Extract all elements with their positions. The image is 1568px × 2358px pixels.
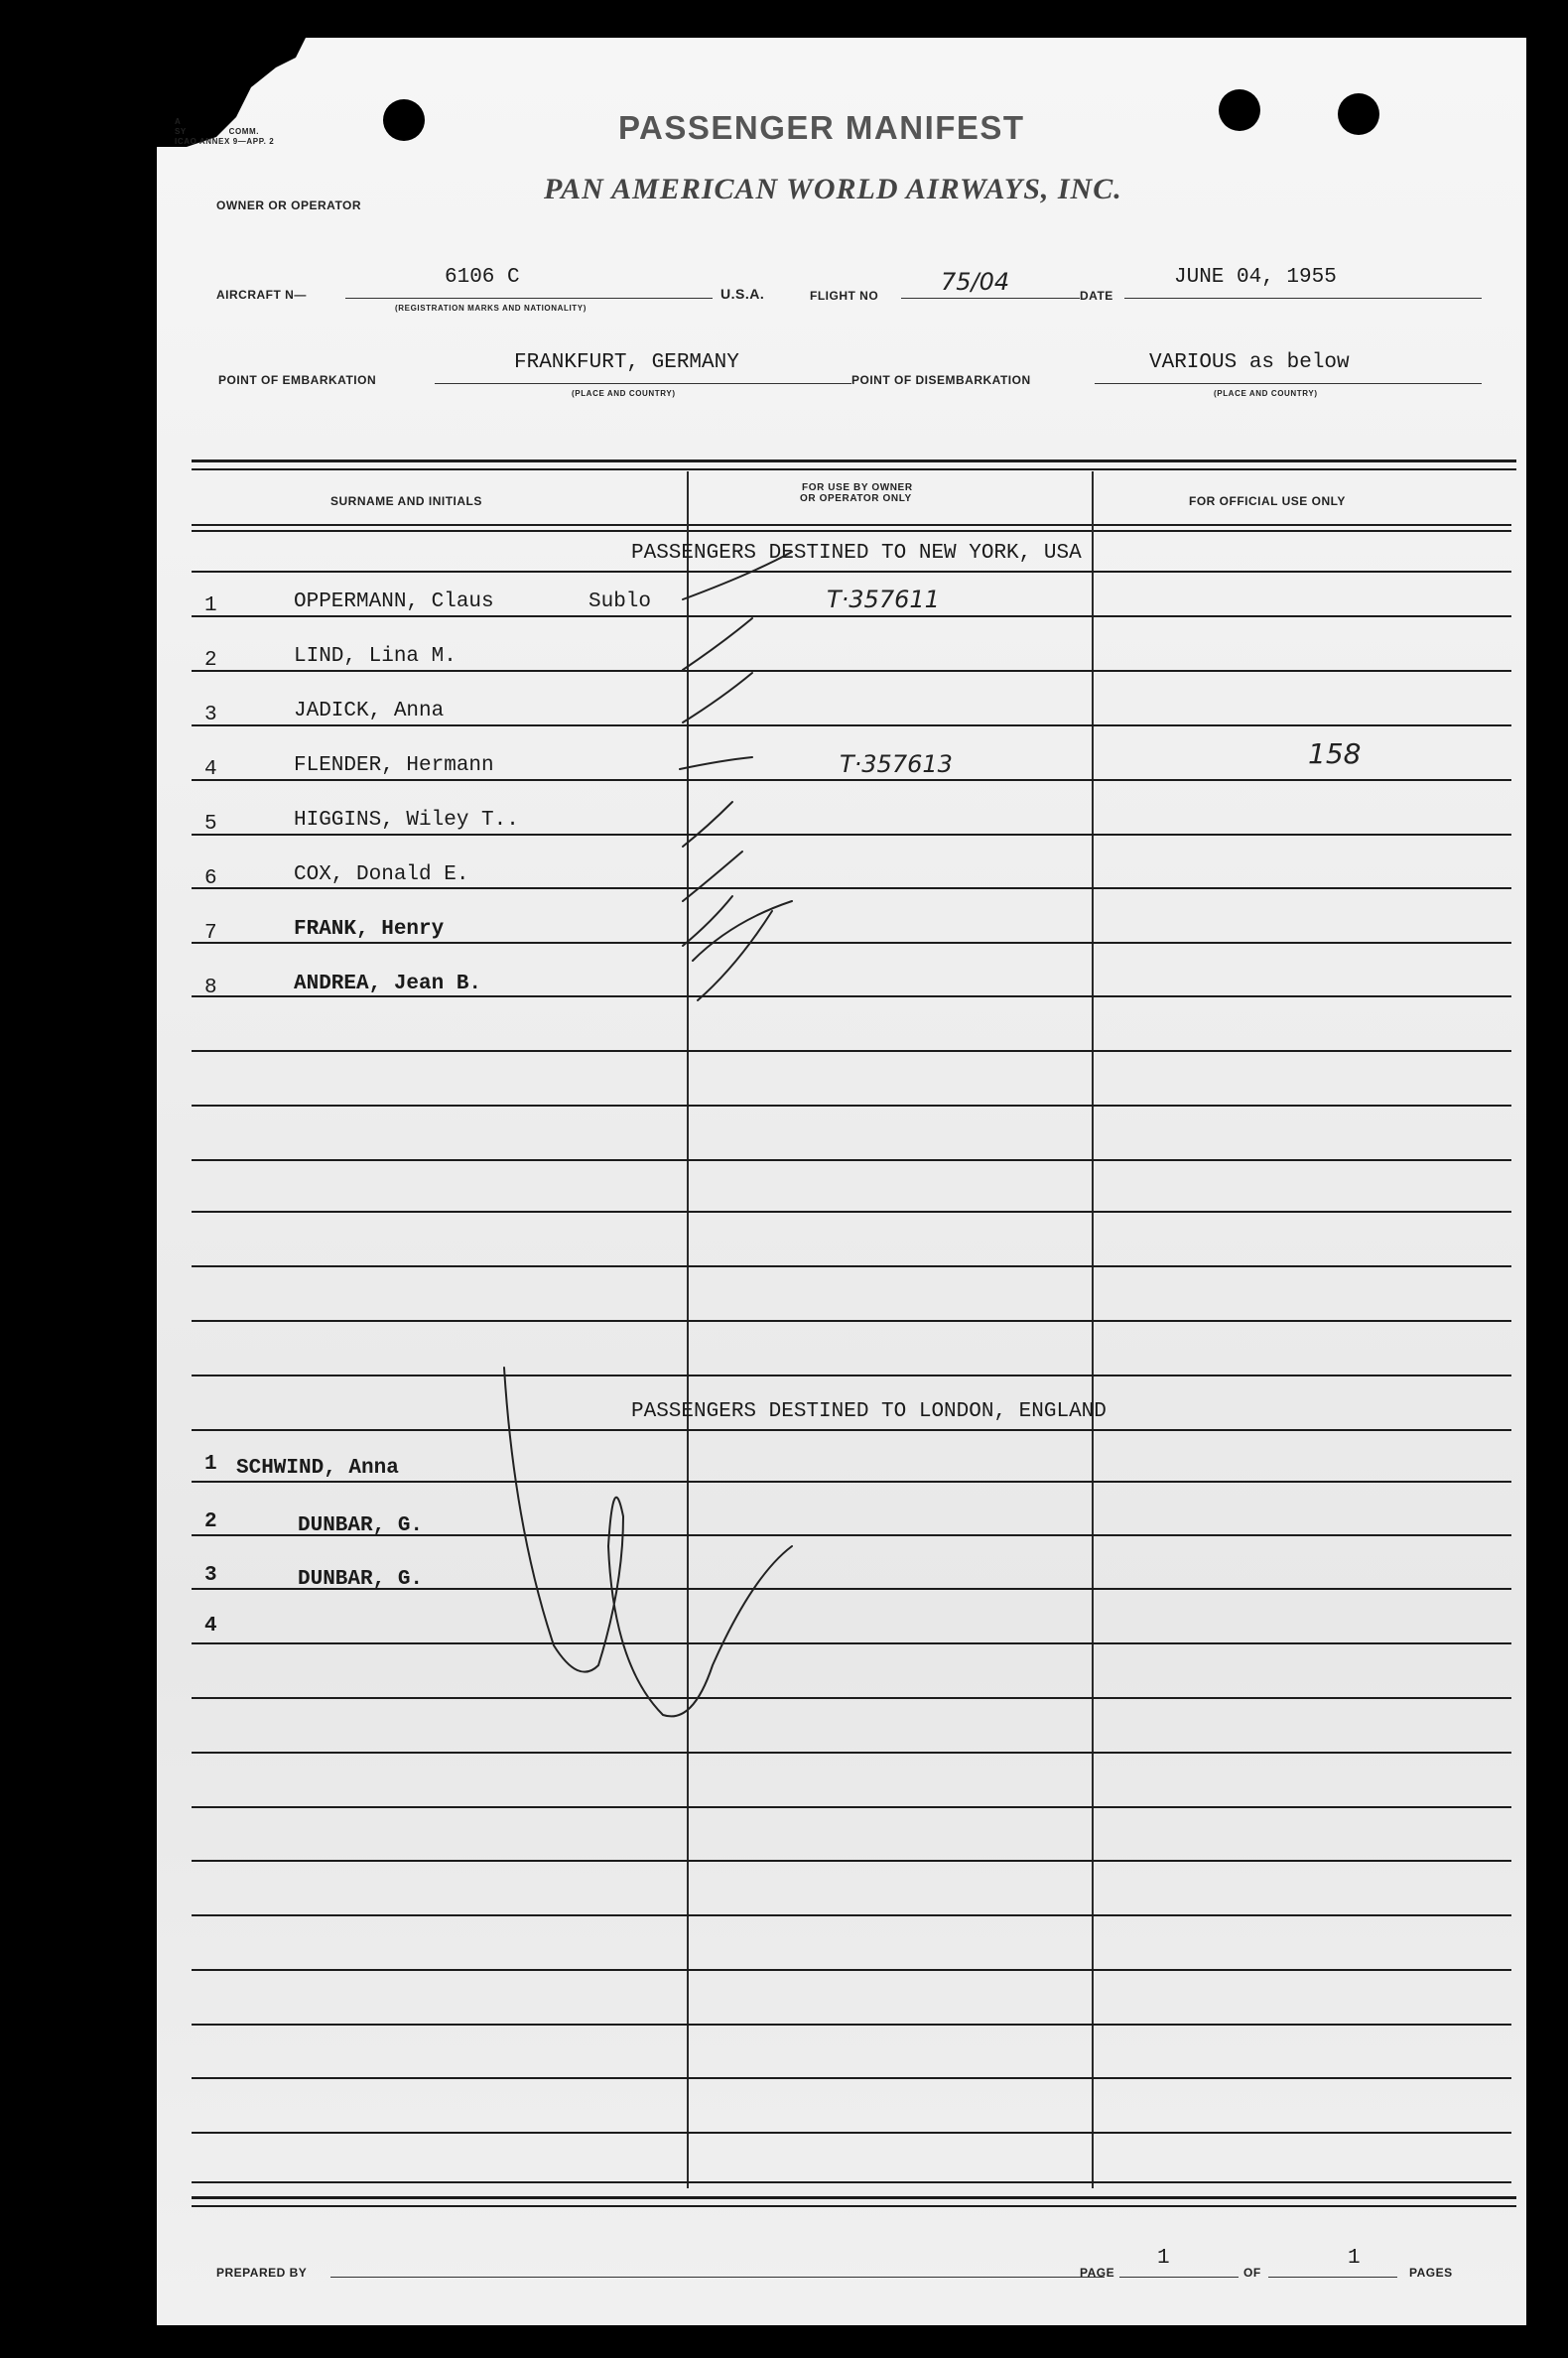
manifest-sheet: [157, 38, 1526, 2325]
passenger-number: 4: [204, 758, 217, 781]
form-ref-line-3: COMM.: [228, 127, 260, 136]
passenger-number: 5: [204, 813, 217, 836]
airline-name: PAN AMERICAN WORLD AIRWAYS, INC.: [544, 173, 1122, 205]
section-heading-new-york: PASSENGERS DESTINED TO NEW YORK, USA: [631, 542, 1082, 565]
date-value: JUNE 04, 1955: [1174, 266, 1337, 289]
disembarkation-value: VARIOUS as below: [1149, 351, 1350, 374]
flight-label: FLIGHT NO: [810, 289, 879, 303]
official-mark: 158: [1308, 737, 1362, 770]
usa-label: U.S.A.: [720, 286, 765, 302]
section-heading-london: PASSENGERS DESTINED TO LONDON, ENGLAND: [631, 1400, 1107, 1423]
passenger-name: HIGGINS, Wiley T..: [294, 809, 519, 832]
passenger-number: 1: [204, 1453, 217, 1476]
passenger-number: 8: [204, 977, 217, 999]
column-header-official: FOR OFFICIAL USE ONLY: [1189, 494, 1346, 508]
column-header-owner-1: FOR USE BY OWNER: [802, 482, 913, 493]
disembark-label: POINT OF DISEMBARKATION: [851, 373, 1031, 387]
handwritten-mark-1: T·357611: [827, 586, 940, 613]
prepared-by-label: PREPARED BY: [216, 2266, 308, 2280]
passenger-name: OPPERMANN, Claus: [294, 590, 494, 613]
passenger-number: 3: [204, 704, 217, 726]
passenger-number: 4: [204, 1615, 217, 1638]
date-label: DATE: [1080, 289, 1113, 303]
handwritten-checkmarks: [157, 38, 1526, 2325]
passenger-name: SCHWIND, Anna: [236, 1457, 399, 1480]
aircraft-label: AIRCRAFT N—: [216, 288, 307, 302]
passenger-name: FLENDER, Hermann: [294, 754, 494, 777]
passenger-name: COX, Donald E.: [294, 863, 469, 886]
column-header-owner-2: OR OPERATOR ONLY: [800, 493, 912, 504]
page-number: 1: [1157, 2247, 1170, 2270]
passenger-name: DUNBAR, G.: [298, 1568, 424, 1591]
pages-label: PAGES: [1409, 2266, 1453, 2280]
page-title: PASSENGER MANIFEST: [618, 109, 1025, 146]
passenger-number: 1: [204, 594, 217, 617]
passenger-number: 7: [204, 922, 217, 945]
total-pages: 1: [1348, 2247, 1361, 2270]
form-ref-line-1: A: [175, 117, 182, 126]
embarkation-value: FRANKFURT, GERMANY: [514, 351, 739, 374]
passenger-name: ANDREA, Jean B.: [294, 973, 482, 995]
aircraft-caption: (REGISTRATION MARKS AND NATIONALITY): [395, 304, 587, 313]
passenger-number: 2: [204, 1510, 217, 1533]
of-label: OF: [1243, 2266, 1261, 2280]
passenger-name: DUNBAR, G.: [298, 1514, 424, 1537]
disembark-caption: (PLACE AND COUNTRY): [1214, 389, 1318, 398]
passenger-name: LIND, Lina M.: [294, 645, 457, 668]
passenger-number: 6: [204, 867, 217, 890]
passenger-name: JADICK, Anna: [294, 700, 445, 722]
owner-label: OWNER OR OPERATOR: [216, 198, 362, 212]
passenger-number: 2: [204, 649, 217, 672]
passenger-name: FRANK, Henry: [294, 918, 445, 941]
form-ref-line-2: SY: [175, 127, 187, 136]
embark-caption: (PLACE AND COUNTRY): [572, 389, 676, 398]
passenger-number: 3: [204, 1564, 217, 1587]
flight-number: 75/04: [941, 268, 1010, 296]
form-ref-line-4: ICAO ANNEX 9—APP. 2: [175, 137, 275, 146]
embark-label: POINT OF EMBARKATION: [218, 373, 377, 387]
column-header-surname: SURNAME AND INITIALS: [330, 494, 482, 508]
handwritten-mark-4: T·357613: [840, 750, 953, 778]
passenger-note: Sublo: [588, 590, 652, 613]
page-label: PAGE: [1080, 2266, 1115, 2280]
aircraft-value: 6106 C: [445, 266, 520, 289]
